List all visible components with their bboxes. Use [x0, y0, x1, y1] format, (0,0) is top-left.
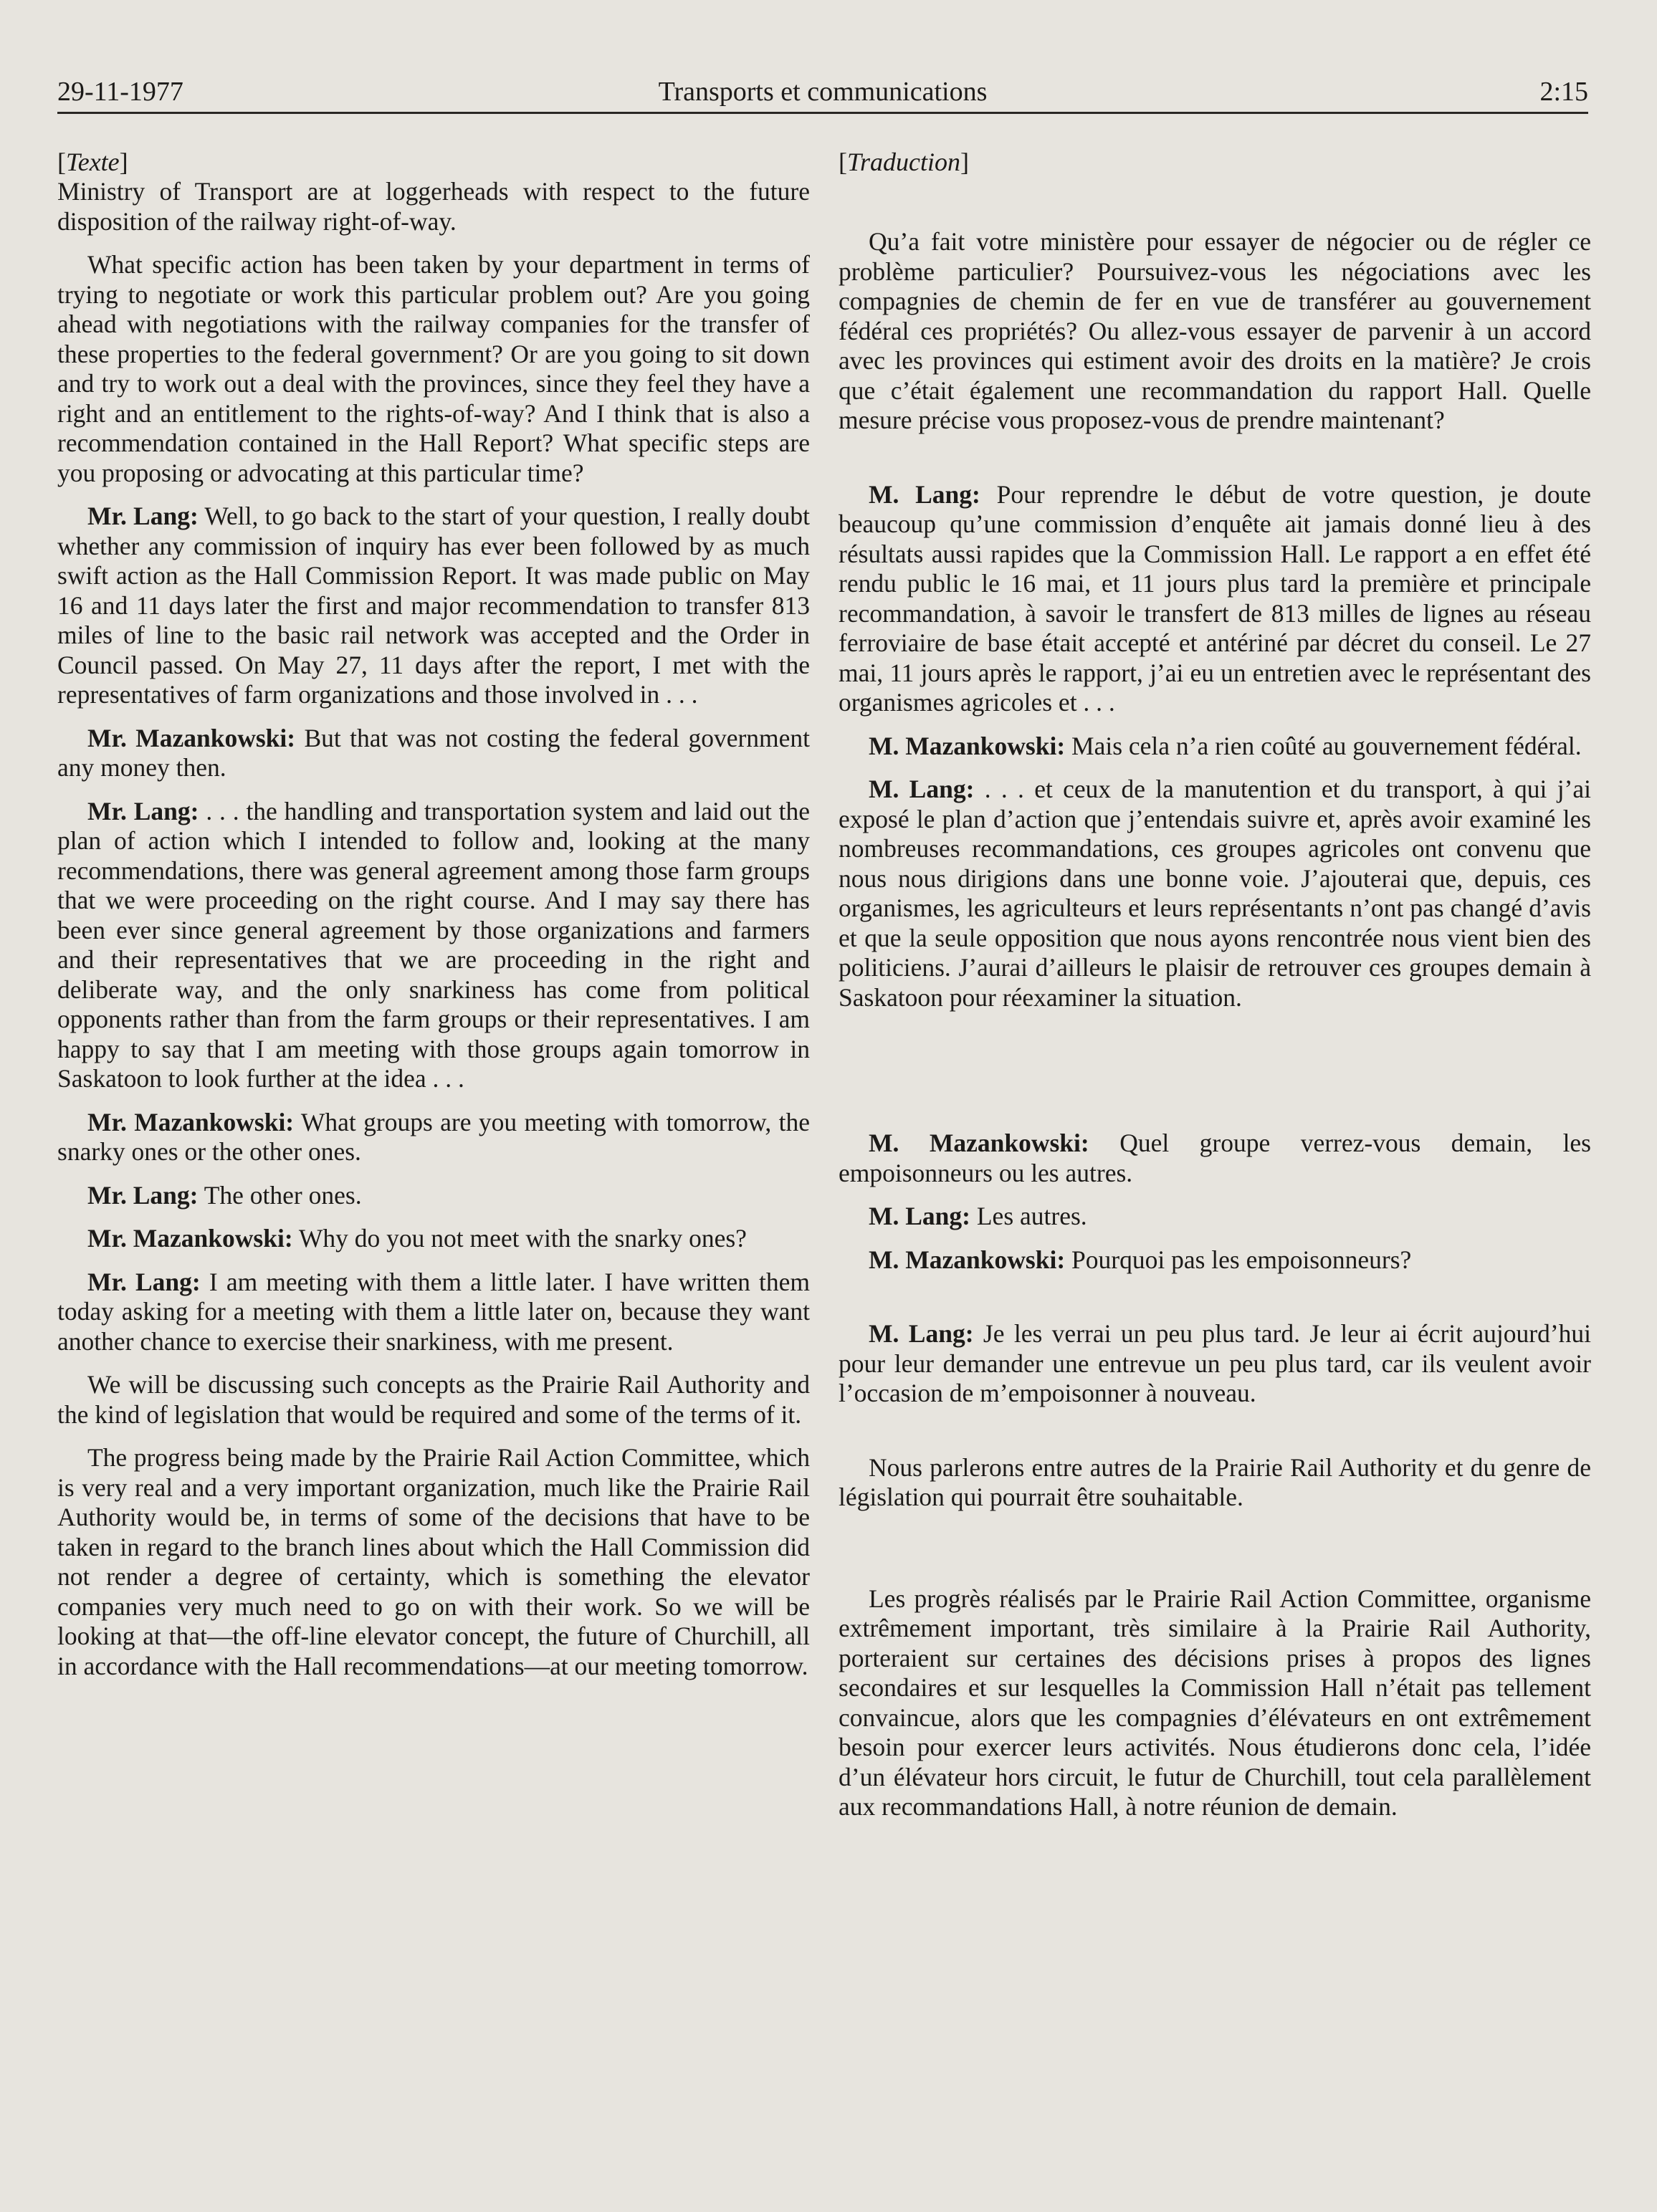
fr-paragraph-8	[839, 1319, 1591, 1409]
english-column	[57, 147, 810, 1695]
fr-text-4: . . . et ceux de la manutention et du transport, à qui j’ai exposé le plan d’action que j’entendais suivre et, après avoir examiné les nombreuses recommandations, ces groupes agricoles ont convenu que nous nous dirigions dans une bonne voie. J’ajouterai que, depuis, ces organismes, les agriculteurs et leurs représentants n’ont pas changé d’avis et que la seule opposition que nous ayons rencontrée nous vient bien des politiciens. J’aurai d’ailleurs le plaisir de retrouver ces groupes demain à Saskatoon pour réexaminer la situation.	[839, 775, 1591, 1012]
en-paragraph-0	[57, 177, 810, 236]
en-speaker-2: Mr. Lang:	[87, 502, 199, 530]
en-text-3: But that was not costing the federal government any money then.	[57, 723, 810, 782]
en-paragraph-10	[57, 1443, 810, 1681]
en-paragraph-4	[57, 797, 810, 1094]
en-text-9: We will be discussing such concepts as the Prairie Rail Authority and the kind of legislation that would be required and some of the terms of it.	[57, 1370, 810, 1429]
en-text-5: What groups are you meeting with tomorrow, the snarky ones or the other ones.	[57, 1107, 810, 1166]
fr-text-9: Nous parlerons entre autres de la Prairie Rail Authority et du genre de législation qui pourrait être souhaitable.	[839, 1452, 1591, 1511]
fr-speaker-6: M. Lang:	[869, 1202, 970, 1230]
header-title: Transports et communications	[658, 77, 988, 107]
fr-speaker-7: M. Mazankowski:	[869, 1245, 1066, 1274]
en-paragraph-1	[57, 250, 810, 488]
en-text-2: Well, to go back to the start of your question, I really doubt whether any commission of inquiry has ever been followed by as much swift action as the Hall Commission Report. It was made public on May 16 and 11 days later the first and major recommendation to transfer 813 miles of line to the basic rail network was accepted and the Order in Council passed. On May 27, 11 days after the report, I met with the representatives of farm organizations and those involved in . . .	[57, 502, 811, 709]
header-rule	[57, 112, 1588, 114]
english-label-text: Texte	[66, 148, 120, 176]
en-text-1: What specific action has been taken by your department in terms of trying to negotiate or work this particular problem out? Are you going ahead with negotiations with the railway companies for the transfer of these properties to the federal government? Or are you going to sit down and try to work out a deal with the provinces, since they feel they have a right and an entitlement to the rights-of-way? And I think that is also a recommendation contained in the Hall Report? What specific steps are you proposing or advocating at this particular time?	[57, 250, 810, 487]
fr-text-1: Qu’a fait votre ministère pour essayer de négocier ou de régler ce problème particulier? Poursuivez-vous les négociations avec les compagnies de chemin de fer en vue de transférer au gouvernement fédéral ces propriétés? Ou allez-vous essayer de parvenir à un accord avec les provinces qui estiment avoir des droits en la matière? Je crois que c’était également une recommandation du rapport Hall. Quelle mesure précise vous proposez-vous de prendre maintenant?	[839, 227, 1591, 434]
fr-speaker-2: M. Lang:	[869, 479, 980, 509]
fr-text-6: Les autres.	[976, 1202, 1087, 1230]
fr-text-7: Pourquoi pas les empoisonneurs?	[1071, 1245, 1412, 1274]
en-text-7: Why do you not meet with the snarky ones?	[298, 1224, 747, 1253]
en-text-8: I am meeting with them a little later. I have written them today asking for a meeting with them a little later on, because they want another chance to exercise their snarkiness, with me present.	[57, 1267, 811, 1356]
en-speaker-7: Mr. Mazankowski:	[87, 1224, 293, 1253]
french-label-text: Traduction	[847, 148, 961, 176]
fr-speaker-4: M. Lang:	[869, 775, 975, 803]
en-paragraph-7	[57, 1224, 810, 1254]
en-speaker-3: Mr. Mazankowski:	[87, 723, 296, 752]
fr-paragraph-4	[839, 775, 1591, 1012]
header-page-number: 2:15	[1539, 77, 1588, 107]
fr-text-10: Les progrès réalisés par le Prairie Rail Action Committee, organisme extrêmement important, très similaire à la Prairie Rail Authority, porteraient sur certaines des décisions prises à propos des lignes secondaires et sur lesquelles la Commission Hall n’était pas tellement convaincue, alors que les compagnies d’élévateurs en ont extrêmement besoin pour exercer leurs activités. Nous étudierons donc cela, l’idée d’un élévateur hors circuit, le futur de Churchill, tout cela parallèlement aux recommandations Hall, à notre réunion de demain.	[839, 1584, 1591, 1821]
fr-text-3: Mais cela n’a rien coûté au gouvernement fédéral.	[1071, 731, 1582, 760]
fr-paragraph-9	[839, 1453, 1591, 1513]
fr-paragraph-5	[839, 1129, 1591, 1188]
en-text-10: The progress being made by the Prairie Rail Action Committee, which is very real and a very important organization, much like the Prairie Rail Authority would be, in terms of some of the decisions that have to be taken in regard to the branch lines about which the Hall Commission did not render a degree of certainty, which is something the elevator companies very much need to go on with their work. So we will be looking at that—the off-line elevator concept, the future of Churchill, all in accordance with the Hall recommendations—at our meeting tomorrow.	[57, 1443, 810, 1680]
page-header	[57, 75, 1588, 112]
en-paragraph-3	[57, 724, 810, 783]
fr-text-8: Je les verrai un peu plus tard. Je leur ai écrit aujourd’hui pour leur demander une entrevue un peu plus tard, car ils veulent avoir l’occasion de m’empoisonner à nouveau.	[839, 1319, 1591, 1407]
header-date: 29-11-1977	[57, 77, 183, 107]
english-column-label: [Texte]	[57, 148, 128, 176]
en-speaker-5: Mr. Mazankowski:	[87, 1107, 295, 1136]
fr-paragraph-3	[839, 732, 1591, 762]
fr-paragraph-10	[839, 1584, 1591, 1822]
fr-paragraph-7	[839, 1245, 1591, 1275]
fr-speaker-5: M. Mazankowski:	[869, 1129, 1089, 1157]
en-speaker-8: Mr. Lang:	[87, 1267, 201, 1296]
fr-paragraph-2	[839, 480, 1591, 718]
fr-paragraph-1	[839, 227, 1591, 436]
en-paragraph-8	[57, 1268, 810, 1357]
en-speaker-6: Mr. Lang:	[87, 1180, 199, 1210]
fr-text-5: Quel groupe verrez-vous demain, les empoisonneurs ou les autres.	[839, 1129, 1592, 1187]
en-text-6: The other ones.	[204, 1180, 362, 1210]
en-text-4: . . . the handling and transportation system and laid out the plan of action which I intended to follow and, looking at the many recommendations, there was general agreement among those farm groups that we were proceeding on the right course. And I may say there has been ever since general agreement by those organizations and farmers and their representatives that we are proceeding in the right and deliberate way, and the only snarkiness has come from political opponents rather than from the farm groups or their representatives. I am happy to say that I am meeting with those groups again tomorrow in Saskatoon to look further at the idea . . .	[57, 796, 811, 1093]
fr-text-2: Pour reprendre le début de votre question, je doute beaucoup qu’une commission d’enquête ait jamais donné lieu à des résultats aussi rapides que la Commission Hall. Le rapport a en effet été rendu public le 16 mai, et 11 jours plus tard la première et principale recommandation, à savoir le transfert de 813 milles de lignes au réseau ferroviaire de base était accepté et antériné par décret du conseil. Le 27 mai, 11 jours après le rapport, j’ai eu un entretien avec le représentant des organismes agricoles et . . .	[839, 479, 1592, 717]
french-column-label: [Traduction]	[839, 148, 970, 176]
french-column	[839, 147, 1591, 1836]
en-paragraph-5	[57, 1108, 810, 1167]
en-paragraph-9	[57, 1370, 810, 1430]
en-paragraph-2	[57, 502, 810, 710]
fr-speaker-3: M. Mazankowski:	[869, 731, 1066, 760]
en-speaker-4: Mr. Lang:	[87, 796, 199, 825]
fr-speaker-8: M. Lang:	[869, 1319, 974, 1348]
en-text-0: Ministry of Transport are at loggerheads with respect to the future disposition of the railway right-of-way.	[57, 177, 810, 236]
fr-paragraph-6	[839, 1202, 1591, 1232]
en-paragraph-6	[57, 1181, 810, 1211]
